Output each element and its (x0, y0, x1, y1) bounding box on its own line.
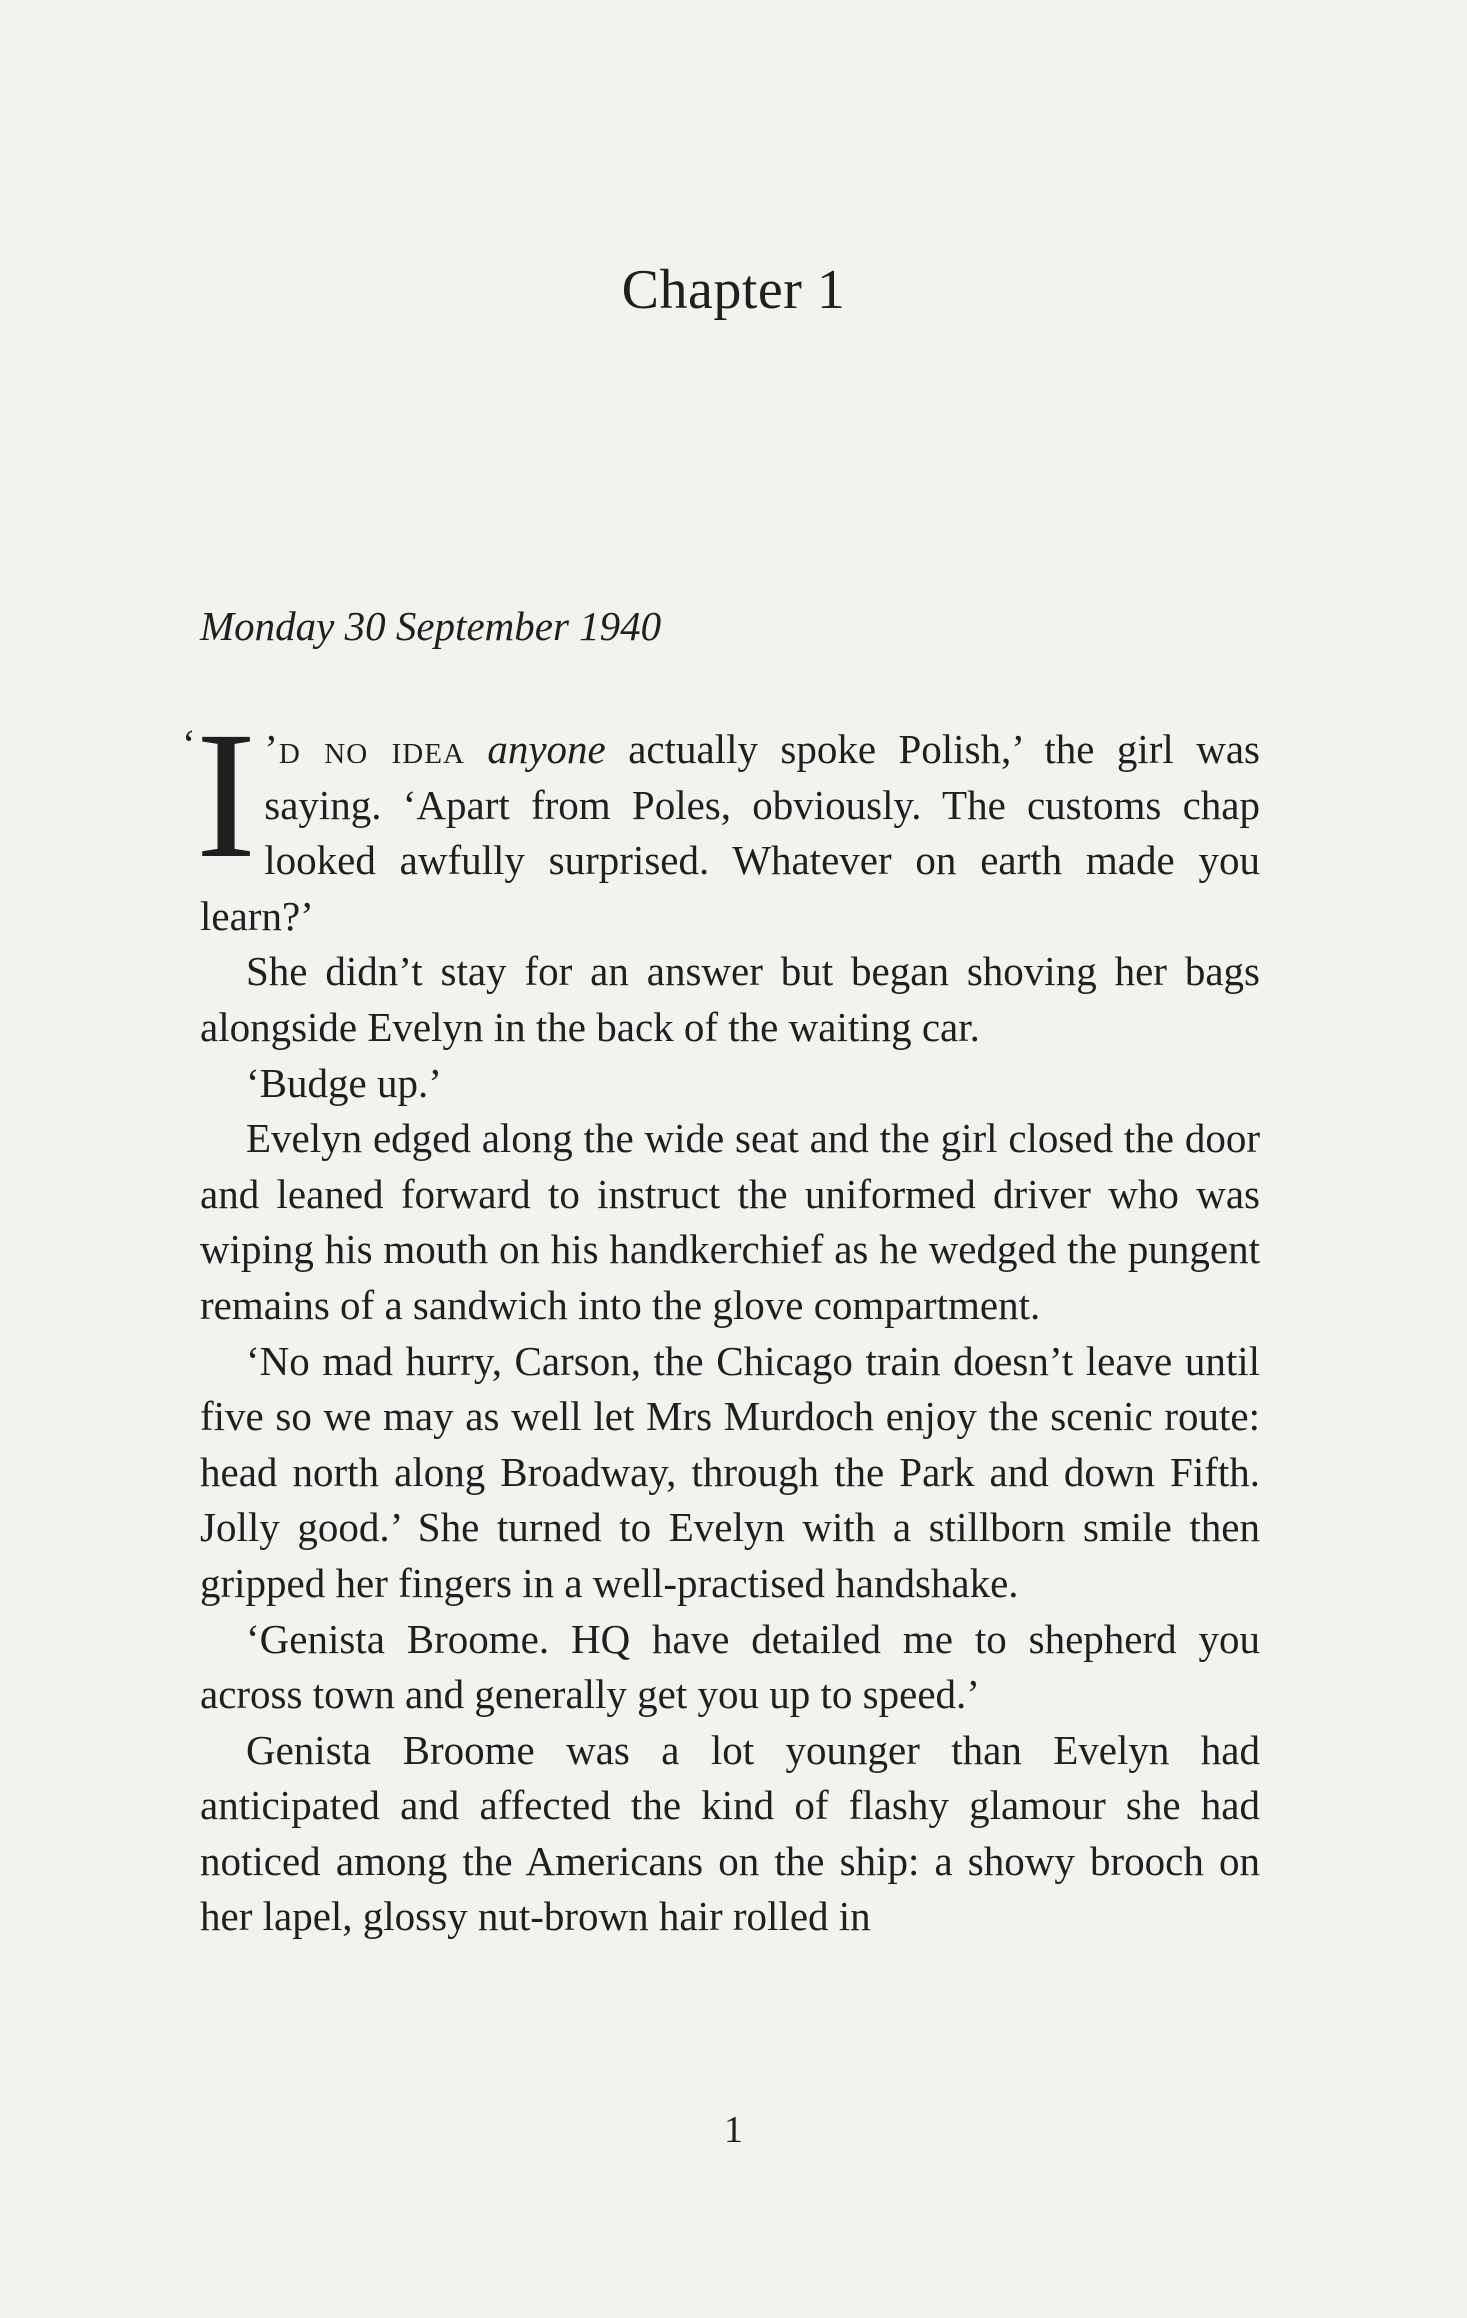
paragraph: She didn’t stay for an answer but began shoving her bags alongside Evelyn in the back of the waiting car. (200, 948, 1260, 1050)
paragraph: Evelyn edged along the wide seat and the girl closed the door and leaned forward to instruct the uniformed driver who was wiping his mouth on his handkerchief as he wedged the pungent remains of a sandwich into the glove compartment. (200, 1115, 1260, 1328)
drop-cap-block (182, 695, 257, 896)
opening-emphasis: anyone (487, 726, 606, 772)
paragraph: ‘No mad hurry, Carson, the Chicago train doesn’t leave until five so we may as well let Mrs Murdoch enjoy the scenic route: head north along Broadway, through the Park and down Fifth. Jolly good.’ She turned to Evelyn with a stillborn smile then gripped her fingers in a well-practised handshake. (200, 1337, 1260, 1606)
chapter-title: Chapter 1 (621, 259, 846, 321)
body-text (182, 695, 1261, 1945)
paragraph: ‘Budge up.’ (246, 1059, 442, 1106)
drop-cap-quote: ‘ (182, 721, 196, 767)
dateline: Monday 30 September 1940 (200, 603, 662, 649)
page-number: 1 (724, 2109, 743, 2151)
paragraph: ‘Genista Broome. HQ have detailed me to shepherd you across town and generally get you up to speed.’ (200, 1615, 1260, 1718)
opening-small-caps: ’d no idea (264, 726, 465, 772)
paragraph: Genista Broome was a lot younger than Evelyn had anticipated and affected the kind of flashy glamour she had noticed among the Americans on the ship: a showy brooch on her lapel, glossy nut-brown hair rolled in (200, 1726, 1260, 1940)
opening-paragraph (182, 695, 1261, 944)
opening-rest: actually spoke Polish,’ the girl was saying. ‘Apart from Poles, obviously. The customs chap looked awfully surprised. Whatever on earth made you learn?’ (200, 726, 1261, 939)
drop-cap: I (195, 695, 257, 896)
